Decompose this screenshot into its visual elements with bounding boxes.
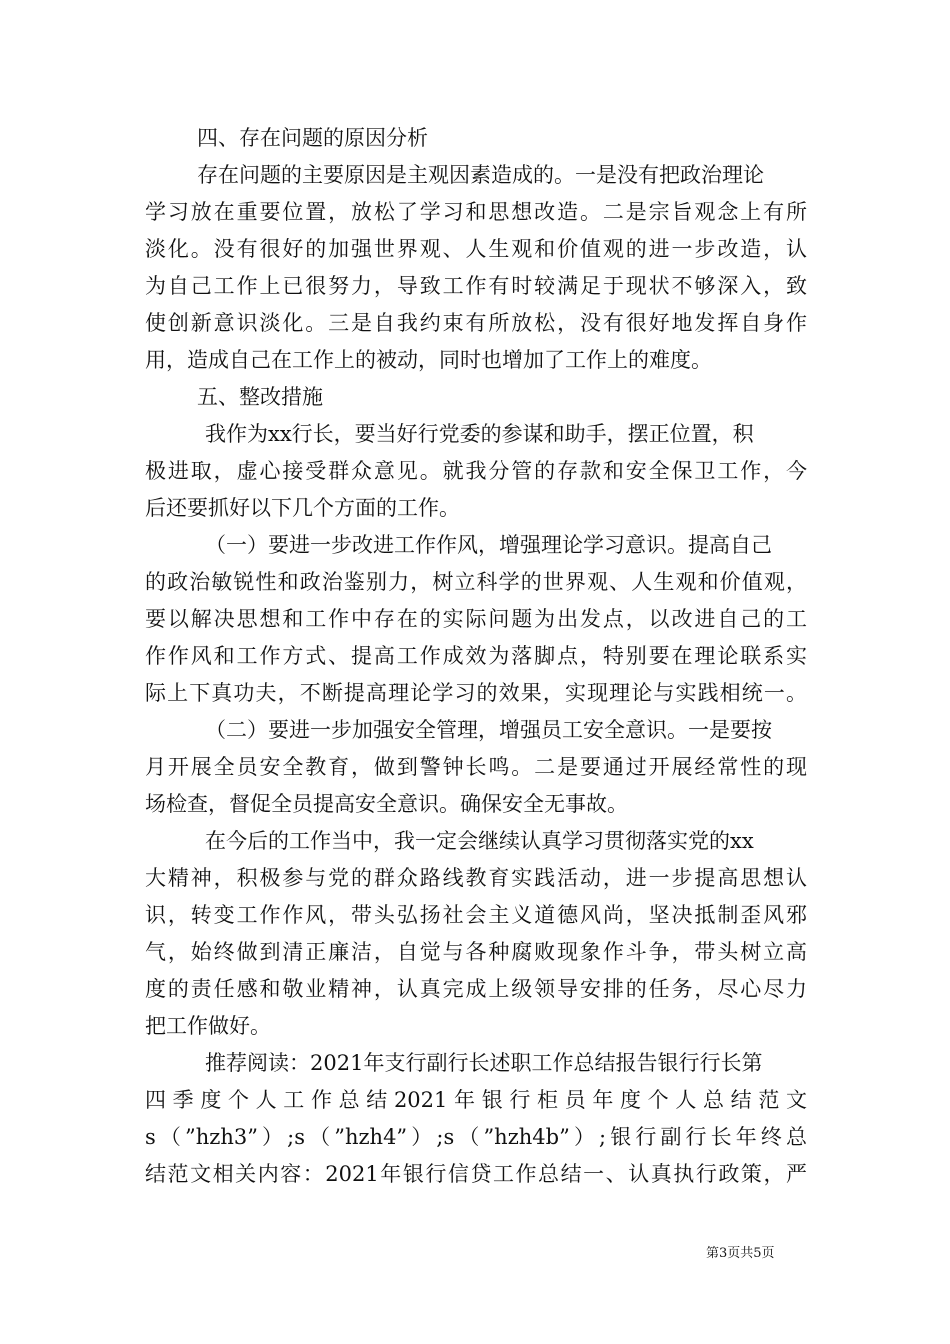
- paragraph-line: 大精神，积极参与党的群众路线教育实践活动，进一步提高思想认: [145, 866, 807, 890]
- section-heading-measures: 五、整改措施: [197, 385, 323, 409]
- paragraph-line: 识，转变工作作风，带头弘扬社会主义道德风尚，坚决抵制歪风邪: [145, 903, 807, 927]
- paragraph-line: 气，始终做到清正廉洁，自觉与各种腐败现象作斗争，带头树立高: [145, 940, 807, 964]
- paragraph-line: 场检查，督促全员提高安全意识。确保安全无事故。: [145, 792, 628, 816]
- paragraph-line: 学习放在重要位置，放松了学习和思想改造。二是宗旨观念上有所: [145, 200, 807, 224]
- paragraph-line: （一）要进一步改进工作作风，增强理论学习意识。提高自己: [205, 533, 772, 557]
- paragraph-line: 我作为xx行长，要当好行党委的参谋和助手，摆正位置，积: [205, 422, 754, 446]
- paragraph-line: 际上下真功夫，不断提高理论学习的效果，实现理论与实践相统一。: [145, 681, 807, 705]
- paragraph-line: 把工作做好。: [145, 1014, 271, 1038]
- paragraph-line: 为自己工作上已很努力，导致工作有时较满足于现状不够深入，致: [145, 274, 807, 298]
- paragraph-line: 极进取，虚心接受群众意见。就我分管的存款和安全保卫工作，今: [145, 459, 807, 483]
- section-heading-causes: 四、存在问题的原因分析: [197, 126, 428, 150]
- paragraph-line: 淡化。没有很好的加强世界观、人生观和价值观的进一步改造，认: [145, 237, 807, 261]
- paragraph-line: 使创新意识淡化。三是自我约束有所放松，没有很好地发挥自身作: [145, 311, 807, 335]
- recommended-reading-line: 四季度个人工作总结2021年银行柜员年度个人总结范文: [145, 1088, 807, 1112]
- paragraph-line: 用，造成自己在工作上的被动，同时也增加了工作上的难度。: [145, 348, 712, 372]
- paragraph-line: 度的责任感和敬业精神，认真完成上级领导安排的任务，尽心尽力: [145, 977, 807, 1001]
- paragraph-line: 要以解决思想和工作中存在的实际问题为出发点，以改进自己的工: [145, 607, 807, 631]
- paragraph-line: 存在问题的主要原因是主观因素造成的。一是没有把政治理论: [197, 163, 764, 187]
- paragraph-line: 月开展全员安全教育，做到警钟长鸣。二是要通过开展经常性的现: [145, 755, 807, 779]
- paragraph-line: 在今后的工作当中，我一定会继续认真学习贯彻落实党的xx: [205, 829, 754, 853]
- paragraph-line: 作作风和工作方式、提高工作成效为落脚点，特别要在理论联系实: [145, 644, 807, 668]
- paragraph-line: 的政治敏锐性和政治鉴别力，树立科学的世界观、人生观和价值观，: [145, 570, 807, 594]
- page-number-footer: 第3页共5页: [706, 1246, 775, 1261]
- recommended-reading-line: 结范文相关内容：2021年银行信贷工作总结一、认真执行政策，严: [145, 1162, 807, 1186]
- recommended-reading-line: s（”hzh3”）;s（”hzh4”）;s（”hzh4b”）;银行副行长年终总: [145, 1125, 807, 1149]
- paragraph-line: 后还要抓好以下几个方面的工作。: [145, 496, 460, 520]
- paragraph-line: （二）要进一步加强安全管理，增强员工安全意识。一是要按: [205, 718, 772, 742]
- recommended-reading-line: 推荐阅读：2021年支行副行长述职工作总结报告银行行长第: [205, 1051, 763, 1075]
